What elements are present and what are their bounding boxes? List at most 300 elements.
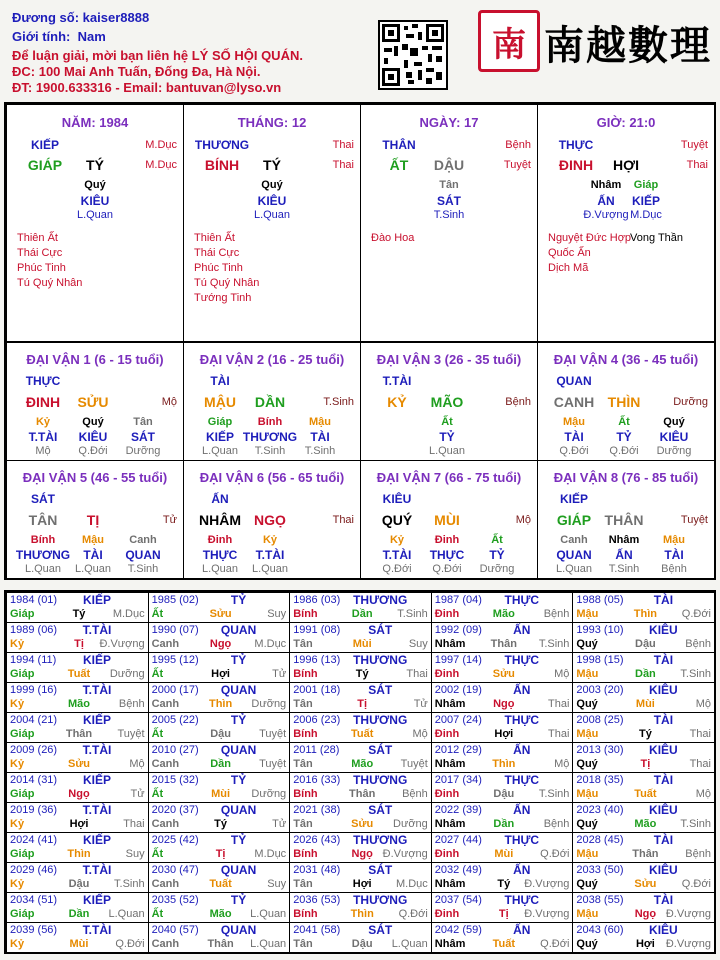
dv-hidden-god: TÀI <box>564 430 584 444</box>
year-can: Quý <box>576 938 598 950</box>
year-cell[interactable] <box>572 742 715 773</box>
year-can: Kỷ <box>10 878 25 890</box>
year-label: 2025 (42) <box>151 834 199 846</box>
year-god: QUAN <box>220 863 257 877</box>
qr-code-icon[interactable] <box>378 20 448 90</box>
year-chi: Tị <box>74 638 84 650</box>
year-god: TỶ <box>230 833 247 847</box>
year-cell[interactable] <box>6 922 149 953</box>
year-chi: Tuất <box>67 668 91 680</box>
dai-van-cell[interactable] <box>537 342 715 461</box>
year-stage: Thai <box>123 818 145 830</box>
year-label: 2018 (35) <box>576 774 624 786</box>
year-label: 2024 (41) <box>10 834 58 846</box>
year-stage: Mộ <box>695 698 711 710</box>
dai-van-title: ĐẠI VẬN 3 (26 - 35 tuổi) <box>376 352 522 367</box>
dv-hidden-god: THƯƠNG <box>242 430 298 444</box>
hidden-god: KIÊU <box>80 194 110 208</box>
year-label: 2004 (21) <box>10 714 58 726</box>
year-can: Bính <box>293 608 318 620</box>
year-cell[interactable] <box>572 622 715 653</box>
year-label: 2022 (39) <box>434 804 482 816</box>
dv-hidden-sub: Dưỡng <box>656 445 692 457</box>
year-cell[interactable] <box>572 892 715 923</box>
year-cell[interactable] <box>572 592 715 623</box>
year-god: THƯƠNG <box>353 833 408 847</box>
year-stage: Đ.Vượng <box>524 878 570 890</box>
year-stage: M.Dục <box>396 878 428 890</box>
year-cell[interactable] <box>6 892 149 923</box>
year-can: Canh <box>151 638 180 650</box>
star-label: Thiên Ất <box>194 232 235 244</box>
year-can: Tân <box>293 758 313 770</box>
year-god: T.TÀI <box>82 743 112 757</box>
year-cell[interactable] <box>6 772 149 803</box>
year-stage: Bệnh <box>543 608 570 620</box>
year-can: Đinh <box>434 668 460 680</box>
dv-hidden-can: Mậu <box>563 416 585 428</box>
year-god: THƯƠNG <box>353 713 408 727</box>
year-god: TÀI <box>653 653 674 667</box>
hidden-god: SÁT <box>437 194 461 208</box>
year-cell[interactable] <box>148 892 291 923</box>
dv-hidden-god: ẤN <box>615 548 633 562</box>
year-god: SÁT <box>368 803 393 817</box>
year-cell[interactable] <box>572 862 715 893</box>
pillar-chi: HỢI <box>613 157 639 173</box>
year-god: QUAN <box>220 803 257 817</box>
year-chi: Dậu <box>351 938 373 950</box>
dv-hidden-can: Mậu <box>663 534 685 546</box>
year-label: 1997 (14) <box>434 654 482 666</box>
year-stage: Thai <box>547 728 570 740</box>
year-label: 2033 (50) <box>576 864 624 876</box>
year-god: T.TÀI <box>82 803 112 817</box>
hidden-sub: L.Quan <box>253 209 291 221</box>
year-cell[interactable] <box>148 682 291 713</box>
year-chi: Hợi <box>211 668 230 680</box>
year-stage: Suy <box>267 608 287 620</box>
year-stage: Q.Đới <box>681 608 711 620</box>
dv-hidden-sub: Q.Đới <box>609 445 639 457</box>
year-cell[interactable] <box>289 742 432 773</box>
year-cell[interactable] <box>148 742 291 773</box>
year-chi: Dậu <box>210 728 231 740</box>
year-chi: Tị <box>640 758 651 770</box>
year-god: KIẾP <box>82 773 111 787</box>
year-stage: Thai <box>689 758 711 770</box>
year-label: 1988 (05) <box>576 594 624 606</box>
year-cell[interactable] <box>572 652 715 683</box>
year-cell[interactable] <box>431 622 574 653</box>
year-cell[interactable] <box>6 712 149 743</box>
year-label: 2035 (52) <box>151 894 199 906</box>
year-label: 2001 (18) <box>293 684 341 696</box>
year-stage: Tuyệt <box>259 758 287 770</box>
year-label: 1986 (03) <box>293 594 341 606</box>
dv-hidden-can: Nhâm <box>608 534 640 546</box>
dv-hidden-can: Canh <box>560 534 588 546</box>
dai-van-rt: Tuyệt <box>680 514 708 526</box>
year-stage: Q.Đới <box>540 938 570 950</box>
year-label: 1992 (09) <box>434 624 482 636</box>
dv-hidden-god: TÀI <box>664 548 684 562</box>
year-cell[interactable] <box>431 652 574 683</box>
year-label: 2043 (60) <box>576 924 624 936</box>
year-cell[interactable] <box>289 832 432 863</box>
year-label: 1993 (10) <box>576 624 624 636</box>
dv-hidden-god: KIÊU <box>78 430 108 444</box>
year-god: TÀI <box>653 593 674 607</box>
year-cell[interactable] <box>148 832 291 863</box>
year-stage: Thai <box>406 668 428 680</box>
year-cell[interactable] <box>148 652 291 683</box>
year-stage: Thai <box>689 728 711 740</box>
dv-hidden-god: T.TÀI <box>255 548 285 562</box>
year-god: T.TÀI <box>82 623 112 637</box>
year-can: Mậu <box>576 608 599 620</box>
dai-van-god: KIÊU <box>382 492 412 506</box>
year-chi: Thân <box>207 938 234 950</box>
year-label: 2000 (17) <box>151 684 199 696</box>
dv-hidden-sub: Mộ <box>35 445 51 457</box>
year-stage: Tuyệt <box>400 758 428 770</box>
year-cell[interactable] <box>148 592 291 623</box>
year-can: Kỷ <box>10 938 25 950</box>
year-cell[interactable] <box>431 592 574 623</box>
year-cell[interactable] <box>6 742 149 773</box>
brand-logo: 南越數理 <box>544 22 712 69</box>
hidden-sub: L.Quan <box>76 209 114 221</box>
phone-email-line: ĐT: 1900.633316 - Email: bantuvan@lyso.vn <box>12 80 282 95</box>
year-can: Ất <box>151 848 164 860</box>
year-cell[interactable] <box>148 802 291 833</box>
dai-van-chi: NGỌ <box>254 512 286 528</box>
dai-van-rt: Thai <box>332 514 354 526</box>
dai-van-title: ĐẠI VẬN 2 (16 - 25 tuổi) <box>199 352 345 367</box>
pillar-title: NĂM: 1984 <box>61 115 129 130</box>
year-can: Bính <box>293 728 318 740</box>
year-chi: Sửu <box>209 608 232 620</box>
year-cell[interactable] <box>431 772 574 803</box>
year-god: T.TÀI <box>82 863 112 877</box>
pillar-cell[interactable] <box>537 104 715 342</box>
year-cell[interactable] <box>431 712 574 743</box>
year-stage: Đ.Vượng <box>382 848 428 860</box>
year-can: Quý <box>576 878 598 890</box>
year-god: ẤN <box>513 683 531 697</box>
year-cell[interactable] <box>431 682 574 713</box>
year-cell[interactable] <box>6 592 149 623</box>
year-cell[interactable] <box>572 832 715 863</box>
year-can: Giáp <box>10 728 35 740</box>
pillar-chi: TÝ <box>263 157 281 173</box>
year-cell[interactable] <box>148 922 291 953</box>
year-god: QUAN <box>220 683 257 697</box>
year-can: Canh <box>151 758 180 770</box>
year-cell[interactable] <box>6 652 149 683</box>
year-can: Đinh <box>434 608 460 620</box>
dv-hidden-sub: Q.Đới <box>382 563 412 575</box>
pillar-top-rt: M.Dục <box>145 139 177 151</box>
year-cell[interactable] <box>289 592 432 623</box>
year-cell[interactable] <box>431 862 574 893</box>
year-can: Nhâm <box>434 878 466 890</box>
year-chi: Sửu <box>67 758 91 770</box>
year-chi: Ngọ <box>209 638 232 650</box>
year-can: Quý <box>576 818 598 830</box>
year-label: 1990 (07) <box>151 624 199 636</box>
dv-hidden-can: Tân <box>133 416 153 428</box>
dai-van-cell[interactable] <box>183 460 361 579</box>
year-label: 2038 (55) <box>576 894 624 906</box>
year-label: 2023 (40) <box>576 804 624 816</box>
year-stage: T.Sinh <box>680 668 711 680</box>
year-chi: Tý <box>638 728 652 740</box>
year-stage: Bệnh <box>685 638 711 650</box>
year-can: Ất <box>151 668 164 680</box>
dai-van-cell[interactable] <box>537 460 715 579</box>
year-stage: Đ.Vượng <box>665 938 711 950</box>
dai-van-god: SÁT <box>31 492 55 506</box>
dai-van-can: MẬU <box>204 394 236 410</box>
year-stage: Dưỡng <box>109 668 145 680</box>
year-stage: Đ.Vượng <box>524 908 570 920</box>
year-cell[interactable] <box>289 862 432 893</box>
year-label: 2010 (27) <box>151 744 199 756</box>
dv-hidden-god: SÁT <box>131 430 155 444</box>
year-chi: Dậu <box>493 788 515 800</box>
year-god: THƯƠNG <box>353 653 408 667</box>
hidden-can: Quý <box>261 179 283 191</box>
year-god: KIẾP <box>82 893 111 907</box>
year-cell[interactable] <box>289 652 432 683</box>
dv-hidden-can: Giáp <box>207 416 233 428</box>
year-god: TÀI <box>653 773 674 787</box>
dai-van-chi: MÃO <box>430 394 464 410</box>
year-cell[interactable] <box>289 622 432 653</box>
year-stage: M.Dục <box>254 638 287 650</box>
year-cell[interactable] <box>289 682 432 713</box>
pillar-rt: Thai <box>686 159 708 171</box>
year-can: Tân <box>293 818 313 830</box>
year-cell[interactable] <box>6 832 149 863</box>
year-label: 2005 (22) <box>151 714 199 726</box>
year-chi: Tý <box>214 818 228 830</box>
dv-hidden-sub: T.Sinh <box>304 445 336 457</box>
dv-hidden-god: THỰC <box>202 548 238 562</box>
year-cell[interactable] <box>572 682 715 713</box>
dai-van-chi: SỬU <box>77 394 109 410</box>
dv-hidden-sub: Q.Đới <box>432 563 462 575</box>
dai-van-god: KIẾP <box>559 492 588 506</box>
year-can: Canh <box>151 938 180 950</box>
pillar-top-rt: Thai <box>332 139 354 151</box>
year-god: THỰC <box>504 713 540 727</box>
year-god: KIÊU <box>649 743 678 757</box>
year-god: SÁT <box>368 623 393 637</box>
year-cell[interactable] <box>148 622 291 653</box>
year-stage: Suy <box>125 848 145 860</box>
dai-van-can: ĐINH <box>25 394 61 410</box>
year-god: THỰC <box>504 833 540 847</box>
year-god: KIÊU <box>649 923 678 937</box>
year-chi: Dần <box>493 818 515 830</box>
year-god: THỰC <box>504 593 540 607</box>
dv-hidden-god: TÀI <box>83 548 103 562</box>
pillar-cell[interactable] <box>183 104 361 342</box>
year-chi: Ngọ <box>493 698 515 710</box>
year-cell[interactable] <box>289 802 432 833</box>
year-can: Tân <box>293 938 313 950</box>
year-label: 2040 (57) <box>151 924 199 936</box>
dai-van-cell[interactable] <box>360 460 538 579</box>
year-god: TÀI <box>653 893 674 907</box>
year-chi: Mão <box>492 608 515 620</box>
chart-grid <box>4 102 716 580</box>
year-chi: Thân <box>349 788 376 800</box>
year-god: QUAN <box>220 923 257 937</box>
pillar-god: KIẾP <box>30 138 59 152</box>
year-god: TỶ <box>230 713 247 727</box>
year-can: Kỷ <box>10 758 25 770</box>
year-cell[interactable] <box>6 862 149 893</box>
gender-line: Giới tính: Nam <box>12 29 106 44</box>
year-stage: T.Sinh <box>114 878 145 890</box>
year-stage: T.Sinh <box>680 818 711 830</box>
year-can: Mậu <box>576 728 599 740</box>
year-god: THƯƠNG <box>353 773 408 787</box>
dai-van-cell[interactable] <box>183 342 361 461</box>
year-can: Nhâm <box>434 758 466 770</box>
year-god: ẤN <box>513 803 531 817</box>
year-cell[interactable] <box>431 922 574 953</box>
dv-hidden-god: TỶ <box>616 430 632 444</box>
year-cell[interactable] <box>6 682 149 713</box>
pillar-god: THỰC <box>558 138 594 152</box>
year-cell[interactable] <box>6 802 149 833</box>
year-chi: Tuất <box>350 728 374 740</box>
dv-hidden-sub: Bệnh <box>661 563 687 575</box>
year-god: THƯƠNG <box>353 893 408 907</box>
pillar-cell[interactable] <box>360 104 538 342</box>
hidden-god: KIÊU <box>257 194 287 208</box>
year-stage: Q.Đới <box>115 938 145 950</box>
year-can: Quý <box>576 758 598 770</box>
year-god: T.TÀI <box>82 683 112 697</box>
year-chi: Mão <box>209 908 232 920</box>
pillar-cell[interactable] <box>6 104 184 342</box>
year-god: KIẾP <box>82 593 111 607</box>
year-cell[interactable] <box>148 712 291 743</box>
year-god: TỶ <box>230 893 247 907</box>
star-label: Phúc Tinh <box>194 262 243 274</box>
year-cell[interactable] <box>289 712 432 743</box>
year-cell[interactable] <box>289 772 432 803</box>
dai-van-cell[interactable] <box>6 460 184 579</box>
year-cell[interactable] <box>431 892 574 923</box>
year-cell[interactable] <box>572 922 715 953</box>
year-god: THỰC <box>504 773 540 787</box>
hidden-god: KIẾP <box>631 194 660 208</box>
year-chi: Mùi <box>69 938 89 950</box>
year-can: Giáp <box>10 668 35 680</box>
dai-van-cell[interactable] <box>6 342 184 461</box>
dai-van-title: ĐẠI VẬN 5 (46 - 55 tuổi) <box>22 470 168 485</box>
seal-stamp: 南 <box>478 10 540 72</box>
dai-van-chi: THÌN <box>607 394 641 410</box>
dai-van-rt: Mộ <box>515 514 531 526</box>
year-chi: Tị <box>215 848 226 860</box>
year-can: Mậu <box>576 848 599 860</box>
dv-hidden-god: TÀI <box>310 430 330 444</box>
year-stage: Bệnh <box>543 818 570 830</box>
year-cell[interactable] <box>431 742 574 773</box>
year-chi: Thìn <box>208 698 233 710</box>
year-can: Ất <box>151 788 164 800</box>
year-stage: M.Dục <box>254 848 287 860</box>
year-label: 2042 (59) <box>434 924 482 936</box>
dv-hidden-can: Mậu <box>309 416 331 428</box>
pillar-rt: Thai <box>332 159 354 171</box>
dv-hidden-can: Quý <box>663 416 685 428</box>
year-cell[interactable] <box>572 772 715 803</box>
year-chi: Thìn <box>633 608 657 620</box>
year-can: Ất <box>151 728 164 740</box>
year-label: 1987 (04) <box>434 594 482 606</box>
year-cell[interactable] <box>431 832 574 863</box>
dv-hidden-sub: T.Sinh <box>608 563 640 575</box>
year-cell[interactable] <box>572 712 715 743</box>
year-chi: Thân <box>632 848 659 860</box>
year-can: Mậu <box>576 788 599 800</box>
year-can: Bính <box>293 668 318 680</box>
dv-hidden-can: Ất <box>441 416 453 428</box>
dv-hidden-god: THƯƠNG <box>15 548 71 562</box>
year-cell[interactable] <box>148 772 291 803</box>
year-label: 1998 (15) <box>576 654 624 666</box>
dv-hidden-can: Bính <box>257 416 283 428</box>
year-cell[interactable] <box>148 862 291 893</box>
dai-van-cell[interactable] <box>360 342 538 461</box>
dv-hidden-sub: L.Quan <box>201 563 239 575</box>
dv-hidden-can: Kỷ <box>262 534 278 546</box>
year-cell[interactable] <box>572 802 715 833</box>
star-label: Tú Quý Nhân <box>17 277 83 289</box>
year-label: 1985 (02) <box>151 594 199 606</box>
year-chi: Tị <box>357 698 368 710</box>
year-cell[interactable] <box>6 622 149 653</box>
hidden-can: Quý <box>84 179 106 191</box>
year-god: KIÊU <box>649 863 678 877</box>
year-label: 2002 (19) <box>434 684 482 696</box>
dai-van-title: ĐẠI VẬN 8 (76 - 85 tuổi) <box>553 470 699 485</box>
year-god: KIẾP <box>82 833 111 847</box>
dv-hidden-god: T.TÀI <box>382 548 412 562</box>
dai-van-rt: T.Sinh <box>323 396 354 408</box>
dv-hidden-sub: L.Quan <box>555 563 593 575</box>
star-label: Dịch Mã <box>548 262 589 274</box>
year-god: THỰC <box>504 653 540 667</box>
year-label: 2037 (54) <box>434 894 482 906</box>
year-cell[interactable] <box>289 892 432 923</box>
year-god: ẤN <box>513 623 531 637</box>
star-label: Thiên Ất <box>17 232 58 244</box>
year-cell[interactable] <box>289 922 432 953</box>
year-cell[interactable] <box>431 802 574 833</box>
year-chi: Dậu <box>68 878 90 890</box>
year-label: 1984 (01) <box>10 594 58 606</box>
